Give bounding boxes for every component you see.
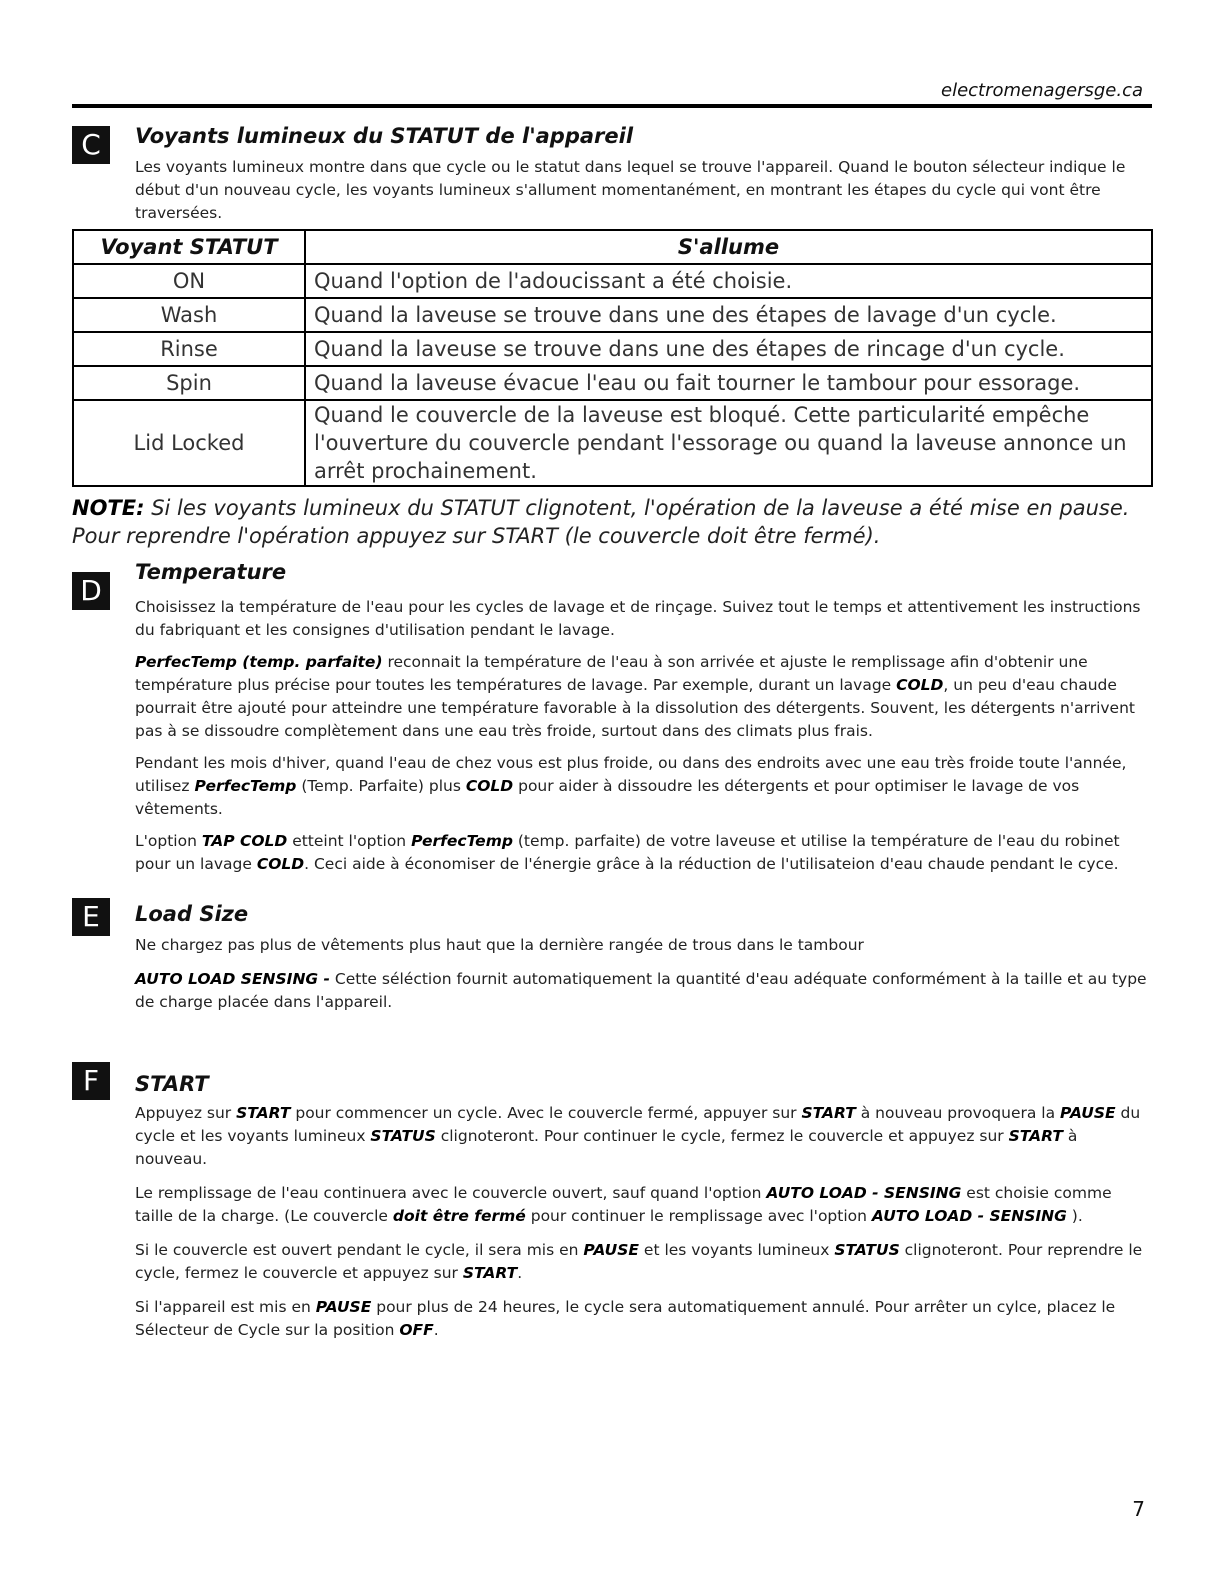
section-f-badge: F [72,1062,110,1100]
section-d-title: Temperature [135,560,287,584]
text: (Temp. Parfaite) plus [296,777,466,795]
temperature-body [135,596,1153,876]
temperature-p2 [135,651,1153,743]
text: ). [1066,1207,1083,1225]
section-d-badge: D [72,572,110,610]
page-number: 7 [1132,1497,1145,1521]
text: . [517,1264,523,1282]
keyword: STATUS [370,1127,436,1145]
note-label: NOTE: [72,496,145,520]
status-note [72,494,1153,550]
header-rule [72,104,1152,108]
text: etteint l'option [287,832,412,850]
text: Cette séléction fournit automatiquement la quantité d'eau adéquate conformément à la taille et au type de charge placée dans l'appareil. [135,970,1147,1011]
text: et les voyants lumineux [638,1241,835,1259]
keyword: AUTO LOAD - SENSING [871,1207,1067,1225]
start-p2 [135,1182,1153,1228]
keyword: START [236,1104,291,1122]
text: à nouveau provoquera la [855,1104,1061,1122]
keyword: START [1008,1127,1063,1145]
keyword: START [462,1264,518,1282]
table-cell-status: Spin [73,366,305,400]
table-cell-status: Rinse [73,332,305,366]
temperature-p4 [135,830,1153,876]
keyword: PerfecTemp (temp. parfaite) [135,653,383,671]
text: . Ceci aide à économiser de l'énergie grâce à la réduction de l'utilisateion d'eau chaude pendant le cyce. [304,855,1119,873]
temperature-p1: Choisissez la température de l'eau pour les cycles de lavage et de rinçage. Suivez tout le temps et attentivement les instructions du fabriquant et les consignes d'utilisation pendant le lavage. [135,598,1141,639]
text: Appuyez sur [135,1104,237,1122]
keyword: TAP COLD [201,832,288,850]
load-size-p1: Ne chargez pas plus de vêtements plus haut que la dernière rangée de trous dans le tambour [135,936,864,954]
keyword: AUTO LOAD SENSING - [135,970,330,988]
status-table [72,229,1153,487]
text: clignoteront. Pour reprendre le cycle, fermez le couvercle et appuyez sur [135,1241,1143,1282]
table-cell-status: ON [73,264,305,298]
text: reconnait la température de l'eau à son arrivée et ajuste le remplissage afin d'obtenir une température plus précise pour toutes les températures de lavage. Par exemple, durant un lavage [135,653,1088,694]
keyword: START [801,1104,856,1122]
load-size-body [135,934,1153,1014]
table-cell-status: Lid Locked [73,400,305,486]
keyword: AUTO LOAD - SENSING [766,1184,962,1202]
table-cell-description: Quand l'option de l'adoucissant a été choisie. [305,264,1152,298]
text: pour plus de 24 heures, le cycle sera automatiquement annulé. Pour arrêter un cylce, placez le Sélecteur de Cycle sur la position [135,1298,1116,1339]
text: est choisie comme taille de la charge. (Le couvercle [135,1184,1112,1225]
section-e-title: Load Size [135,902,249,926]
temperature-p3 [135,752,1153,821]
table-cell-description: Quand la laveuse se trouve dans une des étapes de rincage d'un cycle. [305,332,1152,366]
table-cell-description: Quand la laveuse se trouve dans une des étapes de lavage d'un cycle. [305,298,1152,332]
keyword: PerfecTemp [194,777,297,795]
text: pour continuer le remplissage avec l'option [525,1207,872,1225]
table-row [73,400,1152,486]
keyword: PAUSE [315,1298,372,1316]
table-row [73,264,1152,298]
section-c-intro: Les voyants lumineux montre dans que cycle ou le statut dans lequel se trouve l'appareil. Quand le bouton sélecteur indique le début d'un nouveau cycle, les voyants lumineux s'allument momentanément, en montrant les étapes du cycle qui vont être traversées. [135,158,1126,222]
keyword: PAUSE [1060,1104,1116,1122]
table-header-allume: S'allume [305,230,1152,264]
table-cell-status: Wash [73,298,305,332]
text: à nouveau. [135,1127,1078,1168]
site-url: electromenagersge.ca [941,80,1143,101]
section-e-badge: E [72,898,110,936]
start-p4 [135,1296,1153,1342]
text: (temp. parfaite) de votre laveuse et utilise la température de l'eau du robinet pour un lavage [135,832,1120,873]
keyword: COLD [896,676,944,694]
section-c-badge: C [72,126,110,164]
table-cell-description: Quand le couvercle de la laveuse est bloqué. Cette particularité empêche l'ouverture du couvercle pendant l'essorage ou quand la laveuse annonce un arrêt prochainement. [305,400,1152,486]
keyword: STATUS [834,1241,900,1259]
keyword: COLD [256,855,305,873]
text: clignoteront. Pour continuer le cycle, fermez le couvercle et appuyez sur [435,1127,1009,1145]
text: Si le couvercle est ouvert pendant le cycle, il sera mis en [135,1241,584,1259]
keyword: COLD [465,777,514,795]
keyword: PAUSE [583,1241,639,1259]
note-text: Si les voyants lumineux du STATUT clignotent, l'opération de la laveuse a été mise en pause. Pour reprendre l'opération appuyez sur START (le couvercle doit être fermé). [72,496,1130,548]
load-size-p2 [135,968,1153,1014]
section-f-title: START [135,1072,209,1096]
text: pour commencer un cycle. Avec le couvercle fermé, appuyer sur [290,1104,802,1122]
table-row [73,366,1152,400]
keyword: OFF [399,1321,434,1339]
table-row [73,332,1152,366]
text: , un peu d'eau chaude pourrait être ajouté pour atteindre une température favorable à la dissolution des détergents. Souvent, les détergents n'arrivent pas à se dissoudre complètement dans une eau très froide, surtout dans des climats plus frais. [135,676,1135,740]
text: Pendant les mois d'hiver, quand l'eau de chez vous est plus froide, ou dans des endroits avec une eau très froide toute l'année, utilisez [135,754,1127,795]
text: L'option [135,832,202,850]
table-cell-description: Quand la laveuse évacue l'eau ou fait tourner le tambour pour essorage. [305,366,1152,400]
table-header-voyant: Voyant STATUT [73,230,305,264]
text: Si l'appareil est mis en [135,1298,316,1316]
keyword: PerfecTemp [411,832,513,850]
start-body [135,1102,1153,1342]
text: Le remplissage de l'eau continuera avec le couvercle ouvert, sauf quand l'option [135,1184,767,1202]
text: du cycle et les voyants lumineux [135,1104,1141,1145]
text: pour aider à dissoudre les détergents et pour optimiser le lavage de vos vêtements. [135,777,1080,818]
keyword: doit être fermé [392,1207,526,1225]
text: . [433,1321,439,1339]
table-row [73,298,1152,332]
section-c-title: Voyants lumineux du STATUT de l'appareil [135,124,634,148]
start-p3 [135,1239,1153,1285]
start-p1 [135,1102,1153,1171]
table-header-row [73,230,1152,264]
